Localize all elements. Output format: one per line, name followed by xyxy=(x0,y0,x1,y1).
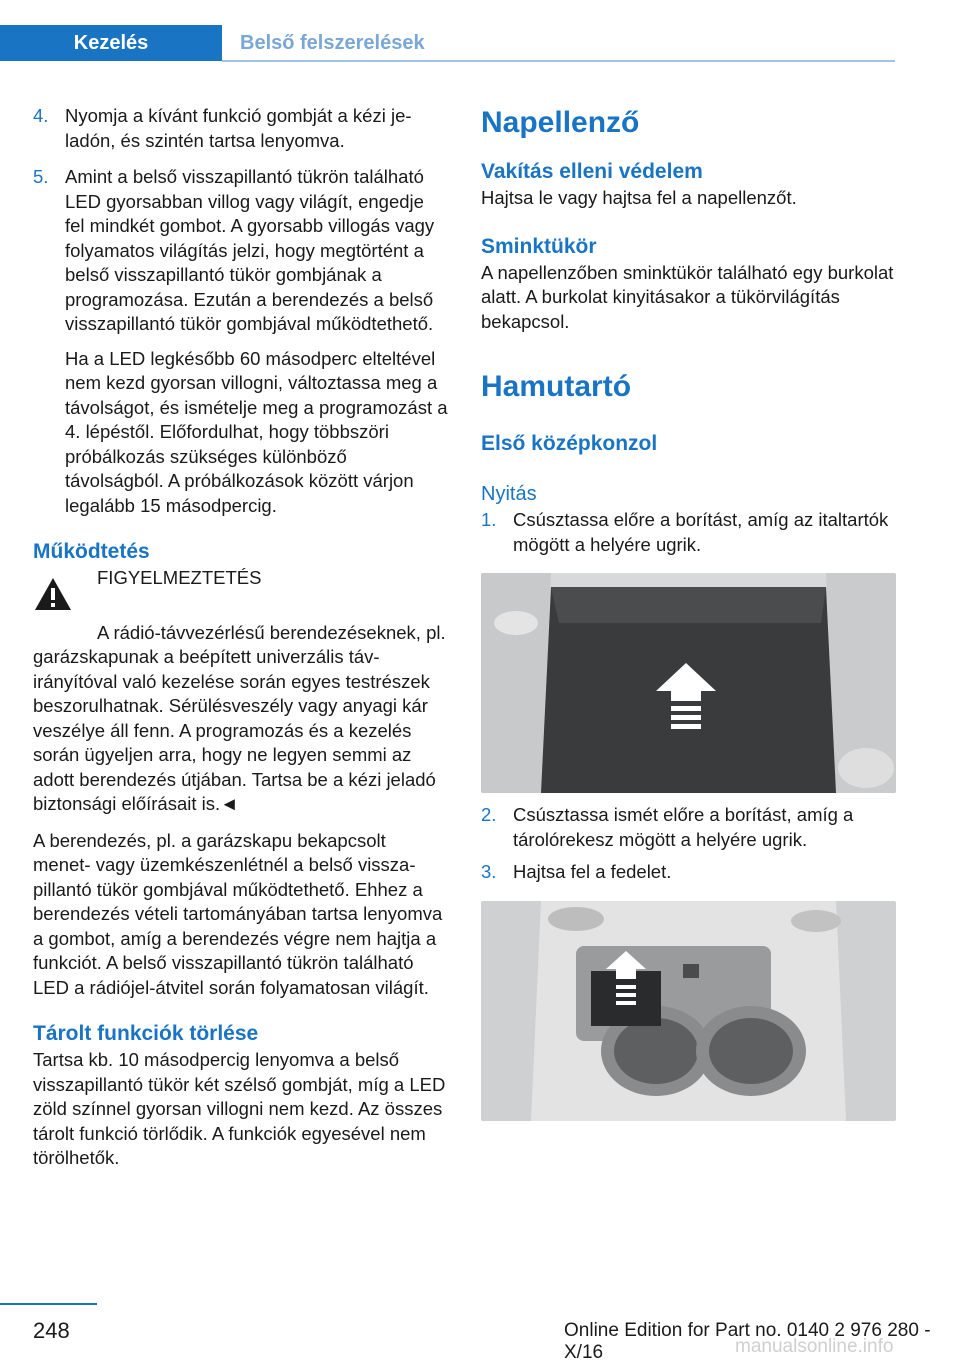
step-number: 3. xyxy=(481,861,497,882)
heading-vakitas: Vakítás elleni védelem xyxy=(481,160,703,183)
glare-text: Hajtsa le vagy hajtsa fel a napellenzőt. xyxy=(481,187,797,208)
delete-text: Tartsa kb. 10 másodpercig lenyomva a belső visszapillantó tükör két szélső gombját, míg a LED zöld színnel gyorsan villogni nem kezd. Az összes tárolt funkció törlődik. A funkciók egyesével nem törölhetők. xyxy=(33,1049,446,1168)
heading-napellenzo: Napellenző xyxy=(481,106,640,139)
step-text: Amint a belső visszapillantó tükrön található LED gyorsabban villog vagy világít, engedje fel mindkét gombot. A gyorsabb villogás vagy folyamatos világítás jelzi, hogy megtörtént a belső visszapillantó tükör gombjának a programozása. Ezután a berendezés a belső visszapillantó tükör gombjával működtethető. xyxy=(65,166,435,334)
tab-belso-felszerelesek[interactable]: Belső felszerelések xyxy=(240,31,425,54)
console-cover-photo xyxy=(481,573,896,793)
warning-block xyxy=(33,566,448,619)
step-number: 4. xyxy=(33,105,49,126)
heading-mukodtetes: Működtetés xyxy=(33,540,150,563)
heading-nyitas: Nyitás xyxy=(481,483,537,505)
page-number: 248 xyxy=(33,1318,70,1343)
heading-sminktukor: Sminktükör xyxy=(481,234,597,258)
footer-edition: Online Edition for Part no. 0140 2 976 280 - X/16 xyxy=(564,1320,931,1363)
cupholder-lid-photo xyxy=(481,901,896,1121)
step-5-note: Ha a LED legkésőbb 60 másodperc elteltével nem kezd gyorsan villogni, változtassa meg a távolságot, és ismételje meg a programozást a 4. lépéstől. Előfordulhat, hogy többszöri próbálkozás szükséges különböző távolságból. A próbálkozások között várjon legalább 15 másodpercig. xyxy=(65,347,448,516)
mirror-text: A napellenzőben sminktükör található egy burkolat alatt. A burkolat kinyitásakor a tükörvilágítás bekapcsol. xyxy=(481,261,894,332)
heading-hamutarto: Hamutartó xyxy=(481,370,632,403)
page-header xyxy=(0,25,425,61)
warning-text: A rádió-távvezérlésű berendezéseknek, pl. garázskapunak a beépített univerzális távirányítóval való kezelése során egyes testrészek beszorulhatnak. Sérülésveszély vagy anyagi kár veszélye áll fenn. A programozás és a kezelés során ügyeljen arra, hogy ne legyen semmi az adott berendezés útjában. Tartsa be a kézi jeladó biztonsági előírásait is.◄ xyxy=(33,621,446,814)
warning-title: FIGYELMEZTETÉS xyxy=(97,567,262,588)
step-text: Csúsztassa ismét előre a borítást, amíg a tárolórekesz mögött a helyére ugrik. xyxy=(513,804,854,850)
step-3 xyxy=(481,860,896,885)
step-number: 5. xyxy=(33,166,49,187)
tab-kezeles[interactable]: Kezelés xyxy=(0,25,222,61)
step-1 xyxy=(481,508,896,557)
step-number: 1. xyxy=(481,509,497,530)
left-column xyxy=(33,104,448,1183)
step-2 xyxy=(481,803,896,852)
warning-triangle-icon xyxy=(33,566,77,619)
step-text: Nyomja a kívánt funkció gombját a kézi jeladón, és szintén tartsa lenyomva. xyxy=(65,105,412,151)
step-4 xyxy=(33,104,448,153)
footer-rule xyxy=(0,1303,97,1305)
step-number: 2. xyxy=(481,804,497,825)
operation-text: A berendezés, pl. a garázskapu bekapcsolt menet- vagy üzemkészenlétnél a belső visszapillantó tükör gombjával működtethető. Ehhez a berendezés vételi tartományában tartsa lenyomva a gombot, amíg a berendezés végre nem hajtja a funkciót. A belső visszapillantó tükrön található LED a rádiójel-átvitel során folyamatosan világít. xyxy=(33,829,443,998)
heading-torles: Tárolt funkciók törlése xyxy=(33,1022,259,1045)
step-text: Csúsztassa előre a borítást, amíg az italtartók mögött a helyére ugrik. xyxy=(513,509,889,555)
right-column xyxy=(481,104,896,1131)
header-rule xyxy=(222,60,895,62)
step-5 xyxy=(33,165,448,337)
step-text: Hajtsa fel a fedelet. xyxy=(513,861,672,882)
heading-kozepkonzol: Első középkonzol xyxy=(481,432,658,455)
watermark: manualsonline.info xyxy=(735,1336,894,1357)
